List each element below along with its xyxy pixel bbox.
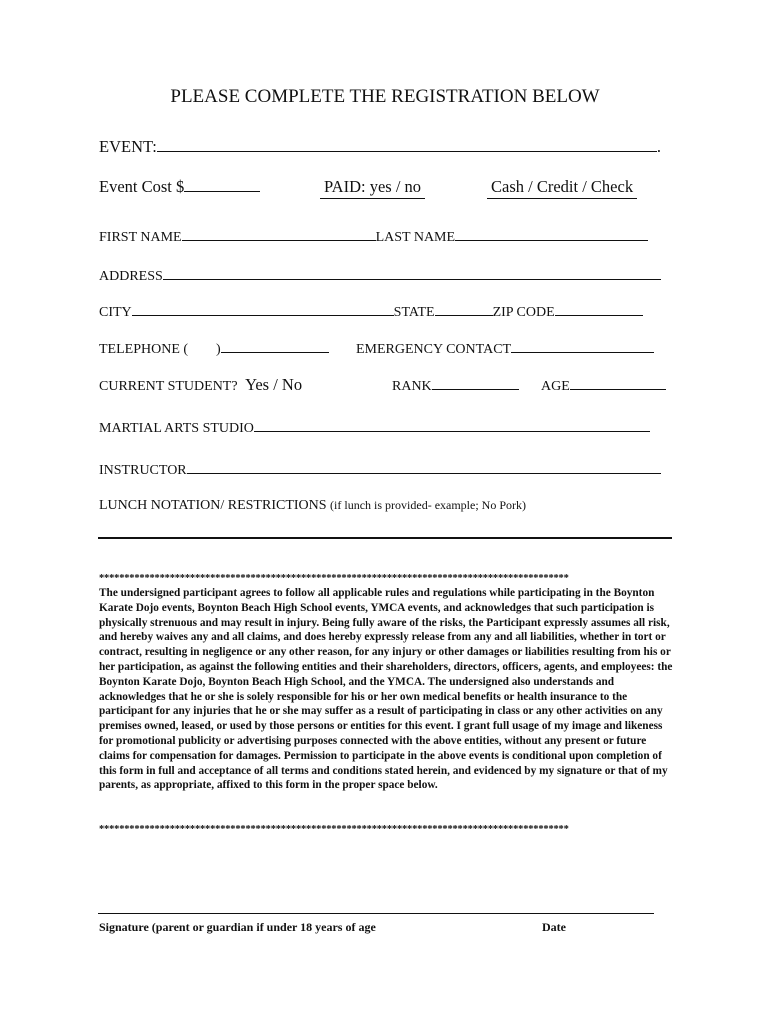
emergency-label: EMERGENCY CONTACT [356,342,512,357]
payment-method-options[interactable]: Cash / Credit / Check [487,177,637,199]
event-label: EVENT: [99,137,157,156]
lunch-row [99,498,526,514]
age-row [541,375,666,395]
studio-row [99,417,650,437]
studio-field[interactable] [254,417,650,432]
zip-label: ZIP CODE [492,305,555,320]
lunch-label: LUNCH NOTATION/ RESTRICTIONS [99,498,327,513]
address-row [99,265,661,285]
rank-row [392,375,519,395]
address-label: ADDRESS [99,269,163,284]
telephone-paren: ) [216,342,221,357]
signature-line[interactable] [98,913,654,914]
student-row [99,375,302,395]
student-options[interactable]: Yes / No [245,375,303,394]
telephone-label: TELEPHONE ( [99,342,189,357]
telephone-field[interactable] [221,338,329,353]
city-label: CITY [99,305,132,320]
state-field[interactable] [435,301,493,316]
stars-divider-bottom: ********************************************************************************************* [99,824,569,835]
signature-label: Signature (parent or guardian if under 18 years of age [99,920,376,934]
city-field[interactable] [132,301,394,316]
event-field[interactable] [157,137,657,152]
instructor-row [99,459,661,479]
rank-field[interactable] [432,375,519,390]
first-name-label: FIRST NAME [99,230,182,245]
address-field[interactable] [163,265,661,280]
instructor-field[interactable] [187,459,661,474]
city-row [99,301,643,321]
lunch-hint: (if lunch is provided- example; No Pork) [330,498,527,512]
stars-divider-top: ********************************************************************************************* [99,573,569,584]
age-field[interactable] [570,375,666,390]
waiver-text: The undersigned participant agrees to follow all applicable rules and regulations while participating in the Boynton Karate Dojo events, Boynton Beach High School events, YMCA events, and acknowledges that such participation is physically strenuous and may result in injury. Being fully aware of the risks, the Participant expressly assumes all risk, and hereby waives any and all claims, and does hereby expressly release from any and all liabilities, whether in tort or contract, resulting in negligence or any other reason, for any injury or other damages or liabilities resulting from his or her participation, as against the following entities and their shareholders, directors, officers, agents, and employees: the Boynton Karate Dojo, Boynton Beach High School, and the YMCA. The undersigned also understands and acknowledges that he or she is solely responsible for his or her own medical benefits or health insurance to the participant for any injuries that he or she may suffer as a result of participating in class or any other activities on any premises owned, leased, or used by those persons or entities for this event. I grant full usage of my image and likeness for promotional publicity or advertising purposes connected with the above entities, without any present or future claims for compensation for damages. Permission to participate in the above events is conditional upon completion of this form in full and acceptance of all terms and conditions stated herein, and evidenced by my signature or that of my parents, as appropriate, affixed to this form in the proper space below. [99,587,673,792]
form-title: PLEASE COMPLETE THE REGISTRATION BELOW [170,86,600,107]
lunch-field-line[interactable] [98,537,672,539]
instructor-label: INSTRUCTOR [99,463,187,478]
student-label: CURRENT STUDENT? [99,379,238,394]
emergency-row [356,338,654,358]
zip-field[interactable] [555,301,643,316]
last-name-label: LAST NAME [375,230,456,245]
state-label: STATE [393,305,435,320]
event-cost-field[interactable] [184,177,260,192]
age-label: AGE [541,379,570,394]
first-name-field[interactable] [182,226,376,241]
paid-options[interactable]: PAID: yes / no [320,177,425,199]
studio-label: MARTIAL ARTS STUDIO [99,421,254,436]
event-row: EVENT: . [99,137,661,156]
rank-label: RANK [392,379,432,394]
name-row [99,226,648,246]
event-cost-label: Event Cost $ [99,177,185,196]
date-label: Date [542,920,566,934]
last-name-field[interactable] [455,226,648,241]
emergency-field[interactable] [511,338,654,353]
event-cost-row [99,177,260,197]
telephone-row [99,338,329,358]
